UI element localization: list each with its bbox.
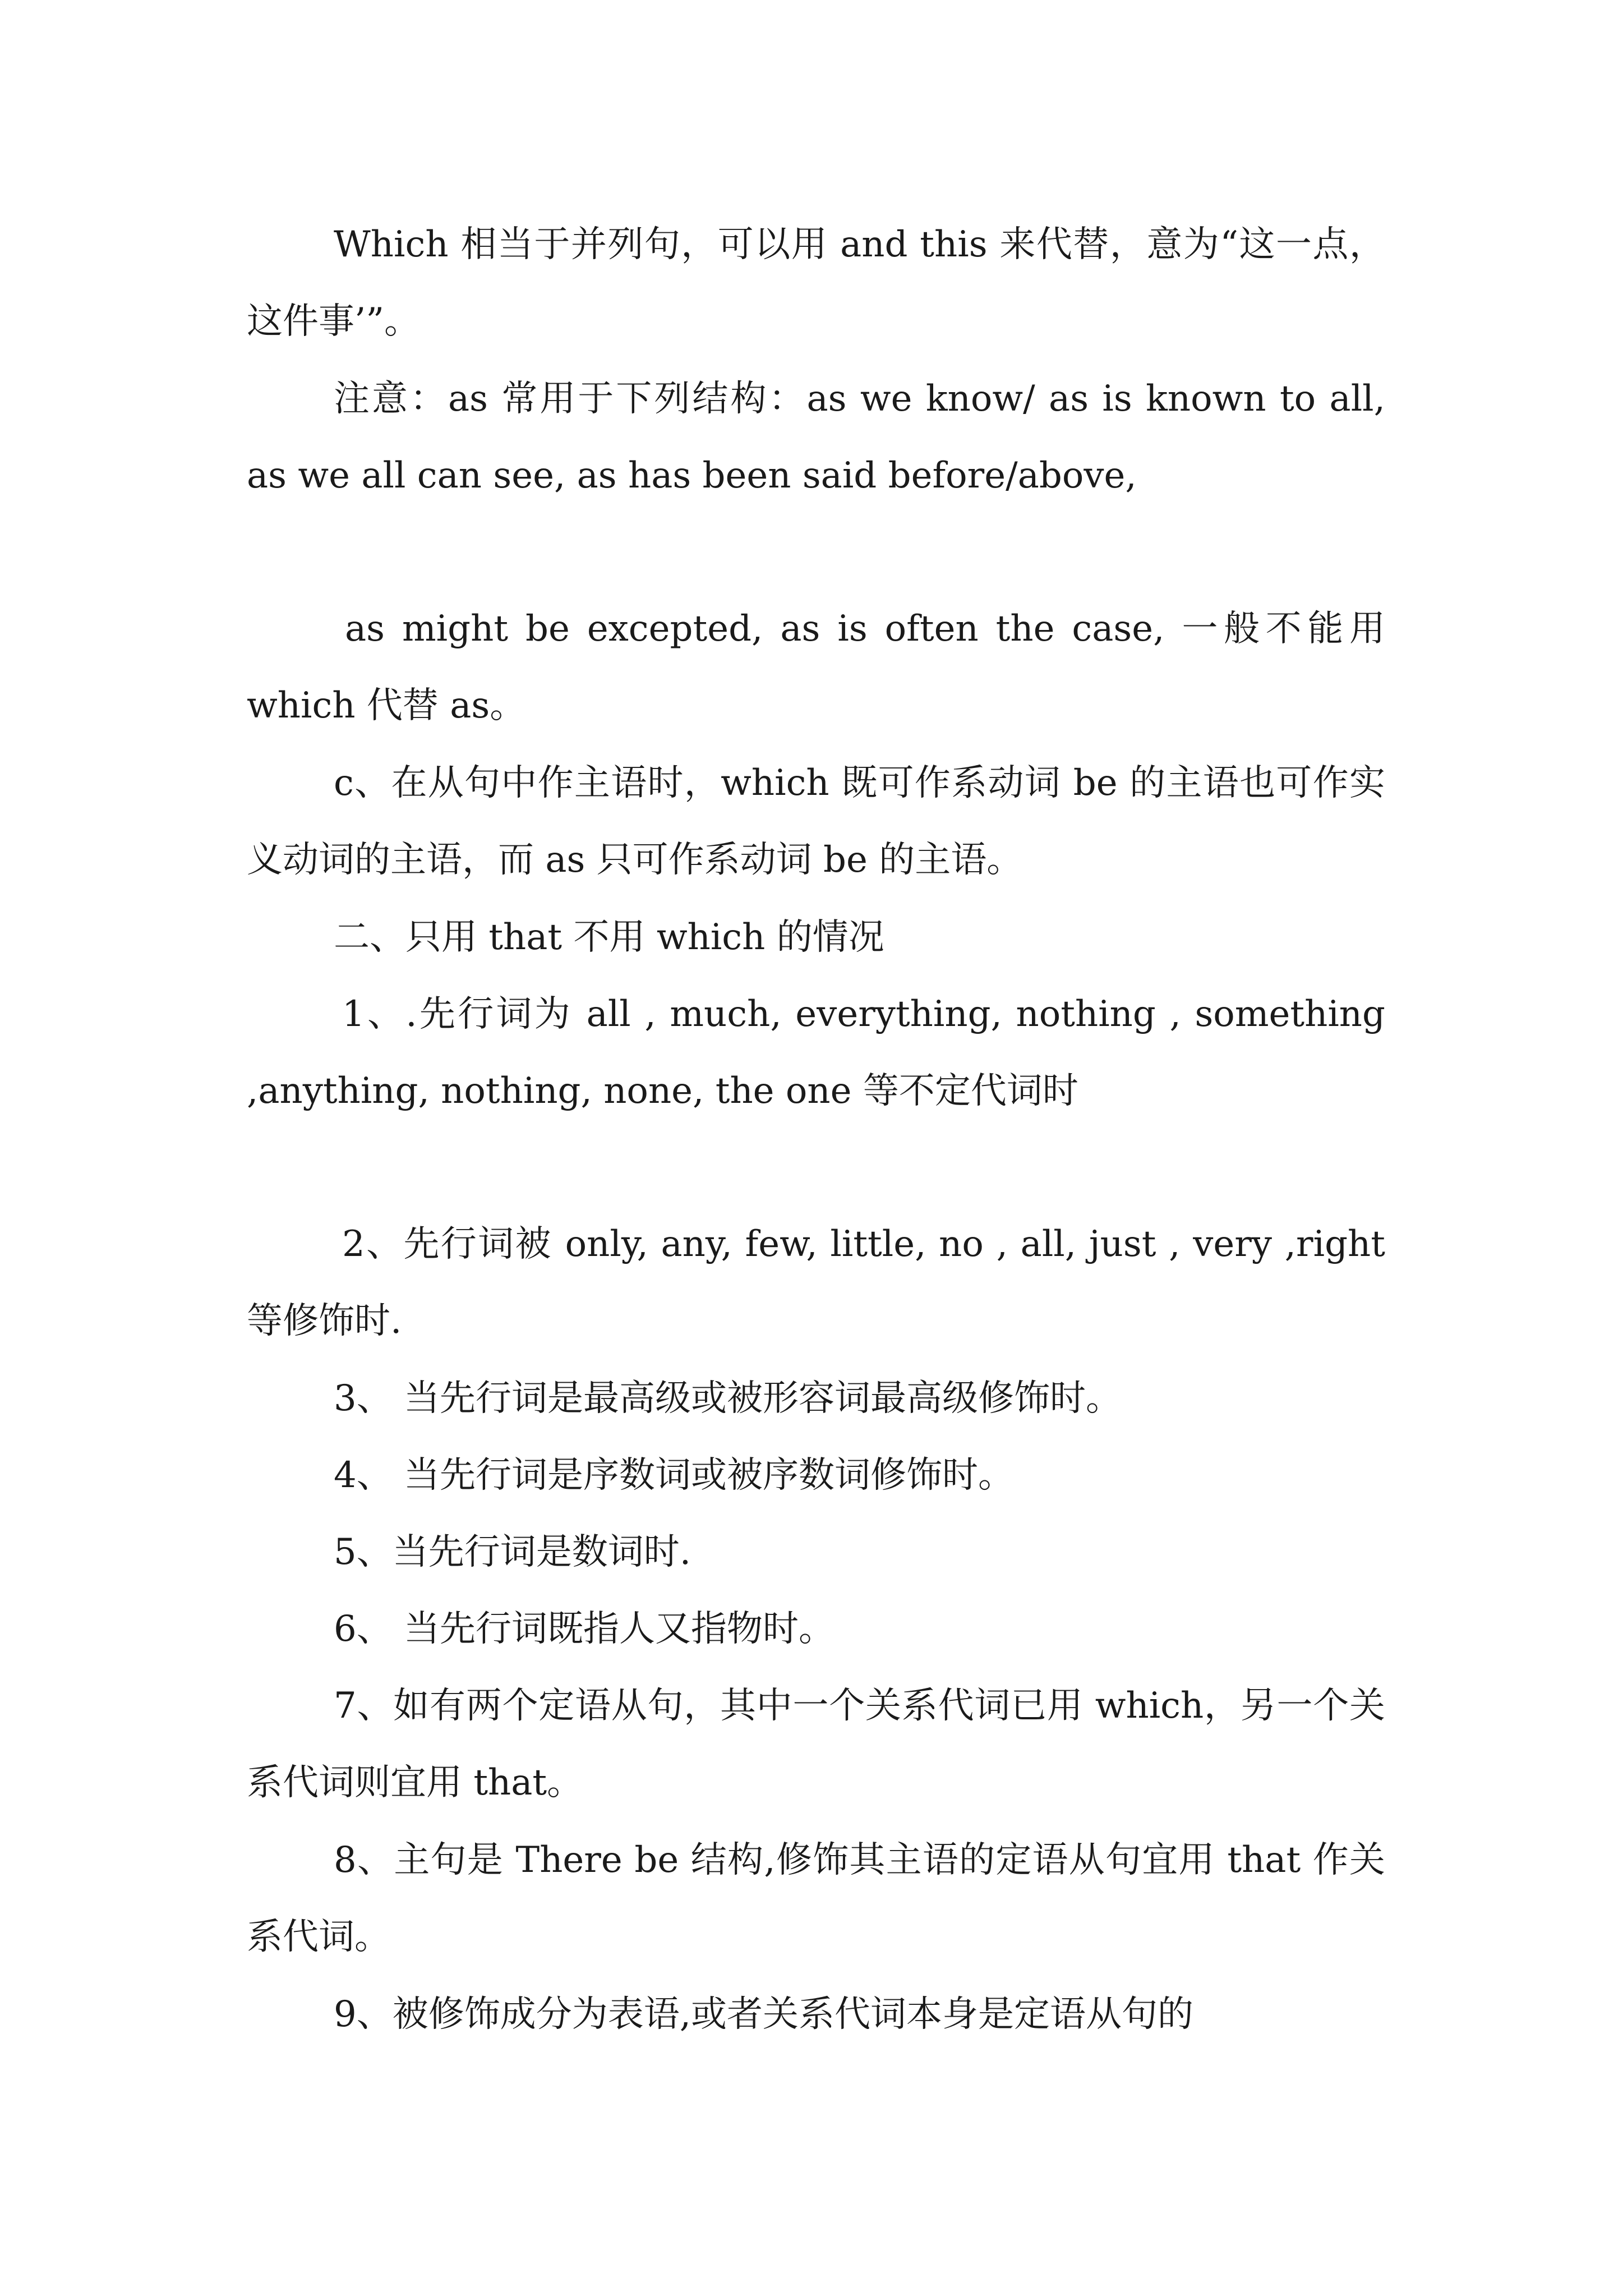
paragraph-which-coordinate: Which 相当于并列句，可以用 and this 来代替，意为“这一点，这件事’”。 [247,224,1385,342]
section-heading-that-not-which: 二、只用 that 不用 which 的情况 [334,917,884,958]
paragraph-rule-6: 6、 当先行词既指人又指物时。 [334,1608,835,1650]
paragraph-rule-5: 5、当先行词是数词时. [334,1531,691,1573]
paragraph-rule-7: 7、如有两个定语从句，其中一个关系代词已用 which，另一个关系代词则宜用 that。 [247,1685,1385,1803]
paragraph-rule-1: 1、.先行词为 all , much, everything, nothing , something ,anything, nothing, none, the one 等不定代词时 [247,993,1385,1112]
paragraph-as-might-be-excepted: as might be excepted, as is often the case, 一般不能用 which 代替 as。 [247,608,1385,726]
paragraph-as-structures: 注意：as 常用于下列结构：as we know/ as is known to all, as we all can see, as has been said before/above, [247,378,1385,496]
paragraph-rule-9: 9、被修饰成分为表语,或者关系代词本身是定语从句的 [334,1994,1194,2035]
paragraph-rule-3: 3、 当先行词是最高级或被形容词最高级修饰时。 [334,1378,1122,1419]
paragraph-rule-8: 8、主句是 There be 结构,修饰其主语的定语从句宜用 that 作关系代词。 [247,1839,1385,1958]
paragraph-rule-2: 2、先行词被 only, any, few, little, no , all, just , very ,right 等修饰时. [247,1223,1385,1342]
paragraph-rule-4: 4、 当先行词是序数词或被序数词修饰时。 [334,1455,1015,1496]
paragraph-subject-clause: c、在从句中作主语时，which 既可作系动词 be 的主语也可作实义动词的主语，而 as 只可作系动词 be 的主语。 [247,762,1385,881]
